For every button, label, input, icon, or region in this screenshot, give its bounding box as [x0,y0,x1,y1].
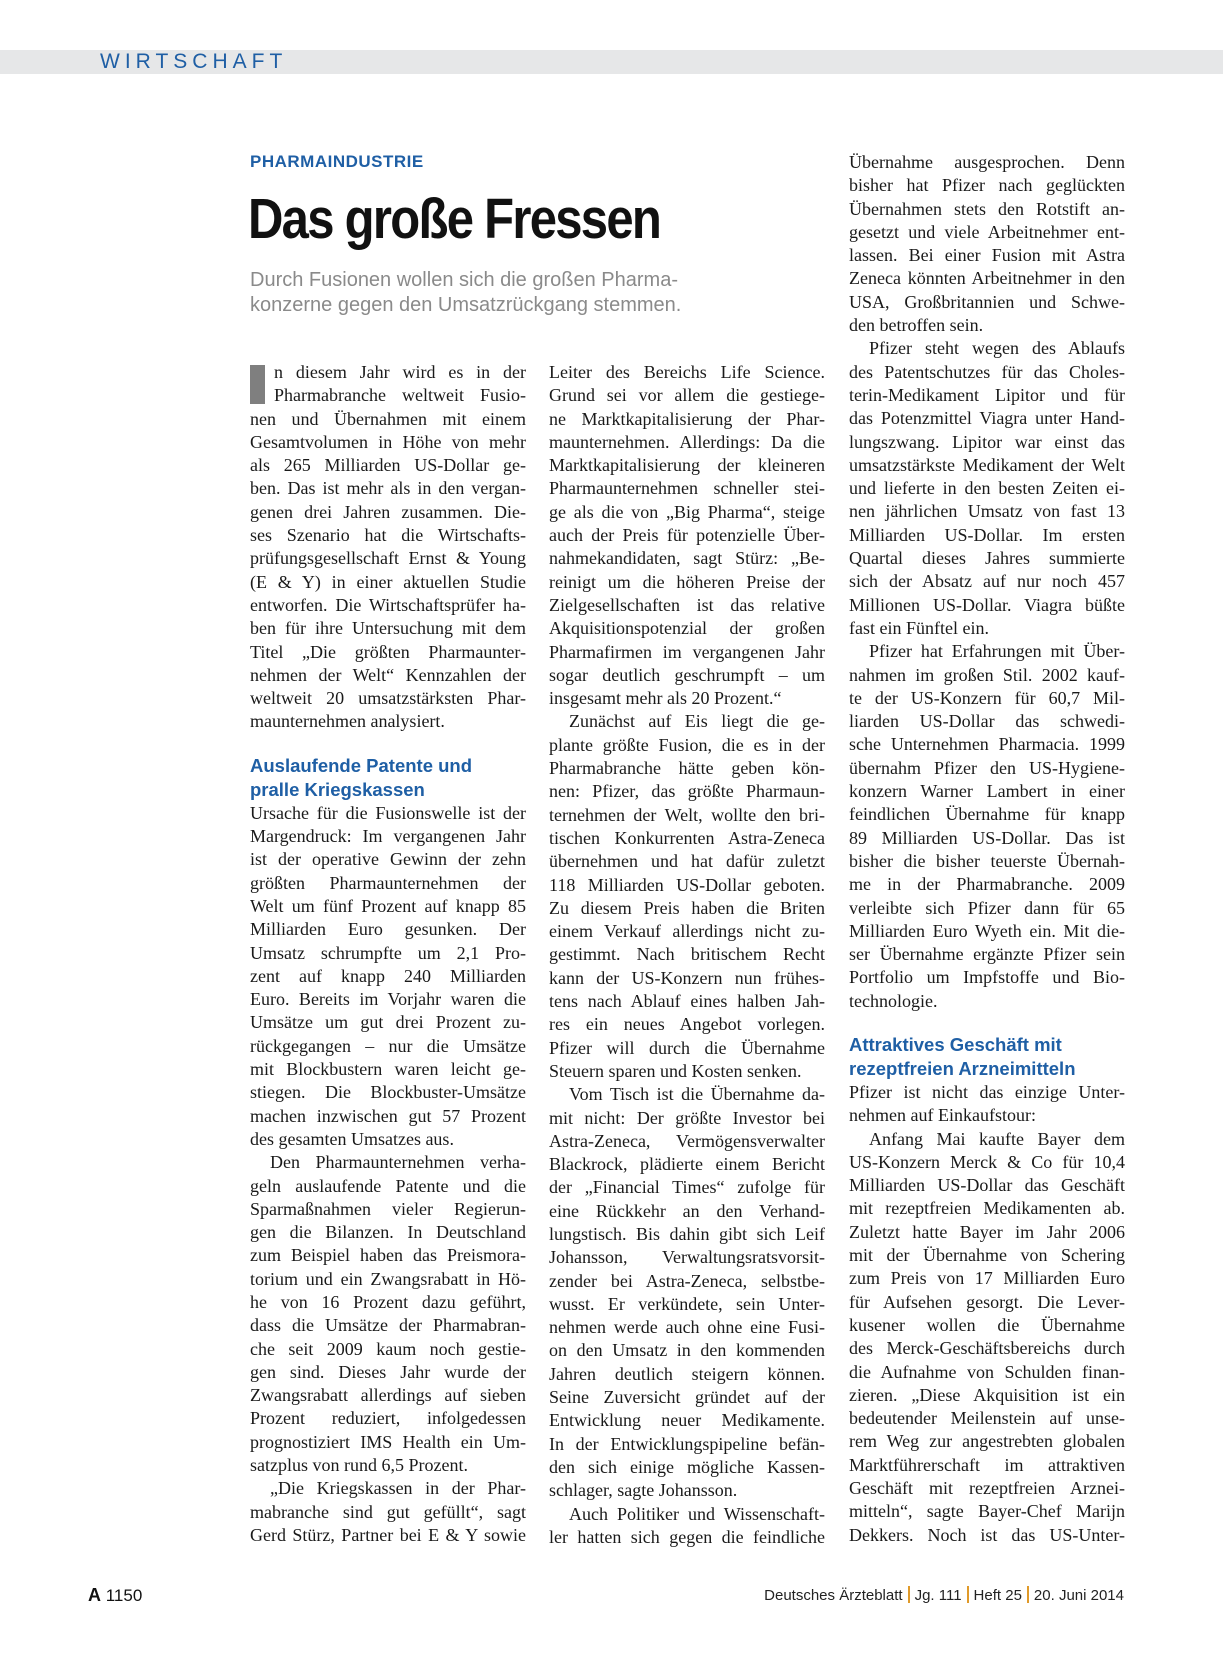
text-line: Zunächst auf Eis liegt die ge- [569,711,825,732]
text-line: Übernahmen stets den Rotstift an- [849,198,1125,219]
text-line: stiegen. Die Blockbuster-Umsätze [250,1082,526,1103]
text-line: Quartal dieses Jahres summierte [849,548,1125,569]
text-line: konzern Warner Lambert in einer [849,781,1125,802]
text-line: kann der US-Konzern nun frühes- [549,967,825,988]
text-line: zent auf knapp 240 Milliarden [250,965,526,986]
text-line: mit nicht: Der größte Investor bei [549,1107,825,1128]
text-line: ses Szenario hat die Wirtschafts- [250,525,526,546]
text-line: Pfizer ist nicht das einzige Unter- [849,1081,1125,1102]
text-line: mit rezeptfreien Medikamenten ab. [849,1198,1125,1219]
text-line: Margendruck: Im vergangenen Jahr [250,826,526,847]
text-line: nahmen im großen Stil. 2002 kauf- [849,664,1125,685]
subheading-line: Auslaufende Patente und [250,754,473,776]
text-line: verleibte sich Pfizer dann für 65 [849,897,1125,918]
text-line: Umsätze um gut drei Prozent zu- [250,1012,526,1033]
text-line: Pfizer hat Erfahrungen mit Über- [869,641,1125,662]
drop-cap-bar [250,365,265,404]
text-line: nen und Übernahmen mit einem [250,408,526,429]
text-line: kusener wollen die Übernahme [849,1314,1125,1335]
text-line: mit Blockbustern waren leicht ge- [250,1059,526,1080]
text-line: Pharmafirmen im vergangenen Jahr [549,641,825,662]
journal-name: Deutsches Ärzteblatt [764,1587,903,1604]
text-line: mit der Übernahme von Schering [849,1245,1125,1266]
text-line: Gerd Stürz, Partner bei E & Y sowie [250,1524,526,1545]
journal-issue: Heft 25 [973,1587,1022,1604]
text-line: rem Weg zur angestrebten globalen [849,1431,1125,1452]
text-line: einem Verkauf allerdings nicht zu- [549,921,825,942]
text-line: nen jährlichen Umsatz von fast 13 [849,501,1125,522]
text-line: weltweit 20 umsatzstärksten Phar- [250,688,526,709]
subhead-line: Durch Fusionen wollen sich die großen Pharma- [250,269,678,291]
text-line: geln auslaufende Patente und die [250,1175,526,1196]
text-line: bedeutender Meilenstein auf unse- [849,1408,1125,1429]
text-line: USA, Großbritannien und Schwe- [849,291,1125,312]
text-line: Pfizer steht wegen des Ablaufs [869,338,1125,359]
text-line: sogar deutlich geschrumpft – um [549,664,825,685]
text-line: prognostiziert IMS Health ein Um- [250,1431,526,1452]
text-line: der „Financial Times“ zufolge für [549,1177,825,1198]
text-line: genen drei Jahren zusammen. Die- [250,501,526,522]
text-line: auch der Preis für potenzielle Über- [549,525,825,546]
text-line: satzplus von rund 6,5 Prozent. [250,1455,468,1476]
text-line: ben. Das ist mehr als in den vergan- [250,478,526,499]
journal-volume: Jg. 111 [914,1587,962,1604]
text-line: größten Pharmaunternehmen der [250,872,526,893]
footer-separator [967,1586,969,1603]
text-line: das Potenzmittel Viagra unter Hand- [849,408,1125,429]
text-line: machen inzwischen gut 57 Prozent [250,1105,526,1126]
text-line: ternehmen der Welt, wollte den bri- [549,804,825,825]
text-line: des Patentschutzes für das Choles- [849,361,1125,382]
text-line: gen sind. Dieses Jahr wurde der [250,1361,526,1382]
text-line: Johansson, Verwaltungsratsvorsit- [549,1247,825,1268]
text-line: ne Marktkapitalisierung der Phar- [549,408,825,429]
text-line: ist der operative Gewinn der zehn [250,849,526,870]
text-line: nehmen auf Einkaufstour: [849,1105,1036,1126]
article-column-2 [549,361,825,1549]
text-line: torium und ein Zwangsrabatt in Hö- [250,1268,526,1289]
text-line: zum Preis von 17 Milliarden Euro [849,1268,1125,1289]
text-line: maunternehmen. Allerdings: Da die [549,431,825,452]
text-line: gestimmt. Nach britischem Recht [549,944,825,965]
text-line: Geschäft mit rezeptfreien Arznei- [849,1478,1125,1499]
text-line: Blackrock, plädierte einem Bericht [549,1154,825,1175]
text-line: 118 Milliarden US-Dollar geboten. [549,874,825,895]
text-line: nehmen werde auch ohne eine Fusi- [549,1317,825,1338]
article-headline: Das große Fressen [248,187,661,251]
article-subhead [250,268,770,318]
text-line: Prozent reduziert, infolgedessen [250,1408,526,1429]
subheading-line: rezeptfreien Arzneimitteln [849,1057,1076,1079]
text-line: zieren. „Diese Akquisition ist ein [849,1384,1125,1405]
text-line: feindlichen Übernahme für knapp [849,804,1125,825]
text-line: Pharmabranche hätte geben kön- [549,758,825,779]
text-line: sich der Absatz auf nur noch 457 [849,571,1125,592]
text-line: Vom Tisch ist die Übernahme da- [569,1084,825,1105]
text-line: maunternehmen analysiert. [250,711,445,732]
text-line: Umsatz schrumpfte um 2,1 Pro- [250,942,526,963]
text-line: Pfizer will durch die Übernahme [549,1037,825,1058]
text-line: Zuletzt hatte Bayer im Jahr 2006 [849,1221,1125,1242]
text-line: Dekkers. Noch ist das US-Unter- [849,1524,1125,1545]
text-line: und lieferte in den besten Zeiten ei- [849,478,1125,499]
text-line: Gesamtvolumen in Höhe von mehr [250,431,526,452]
text-line: des Merck-Geschäftsbereichs durch [849,1338,1125,1359]
journal-footer [764,1586,1124,1604]
text-line: für Aufsehen gesorgt. Die Lever- [849,1291,1125,1312]
text-line: 89 Milliarden US-Dollar. Das ist [849,827,1125,848]
text-line: Milliarden US-Dollar. Im ersten [849,524,1125,545]
text-line: n diesem Jahr wird es in der [274,362,526,382]
paragraph-gap [849,1013,1125,1033]
subheading-line: pralle Kriegskassen [250,778,425,800]
text-line: ser Übernahme ergänzte Pfizer sein [849,944,1125,965]
text-line: die Aufnahme von Schulden finan- [849,1361,1125,1382]
text-line: Millionen US-Dollar. Viagra büßte [849,594,1125,615]
text-line: che seit 2009 kaum noch gestie- [250,1338,526,1359]
text-line: zum Beispiel haben das Preismora- [250,1245,526,1266]
text-line: me in der Pharmabranche. 2009 [849,874,1125,895]
text-line: Welt um fünf Prozent auf knapp 85 [250,895,526,916]
text-line: Den Pharmaunternehmen verha- [270,1152,526,1173]
text-line: fast ein Fünftel ein. [849,617,989,638]
text-line: Zu diesem Preis haben die Briten [549,897,825,918]
text-line: Pharmaunternehmen schneller stei- [549,478,825,499]
text-line: Steuern sparen und Kosten senken. [549,1060,802,1081]
text-line: Sparmaßnahmen vieler Regierun- [250,1198,526,1219]
text-line: Zielgesellschaften ist das relative [549,594,825,615]
page-number [88,1585,142,1606]
text-line: In der Entwicklungspipeline befän- [549,1433,825,1454]
text-line: lungstisch. Bis dahin gibt sich Leif [549,1223,825,1244]
text-line: he von 16 Prozent dazu geführt, [250,1291,526,1312]
text-line: ben für ihre Untersuchung mit dem [250,618,526,639]
page-prefix: A [88,1585,101,1605]
text-line: ge als die von „Big Pharma“, steige [549,501,825,522]
article-column-1 [250,361,526,1547]
text-line: den betroffen sein. [849,315,984,336]
text-line: als 265 Milliarden US-Dollar ge- [250,455,526,476]
text-line: Leiter des Bereichs Life Science. [549,362,825,382]
text-line: Titel „Die größten Pharmaunter- [250,641,526,662]
text-line: mitteln“, sagte Bayer-Chef Marijn [849,1501,1125,1522]
text-line: prüfungsgesellschaft Ernst & Young [250,548,526,569]
text-line: schlager, sagte Johansson. [549,1480,738,1501]
text-line: US-Konzern Merck & Co für 10,4 [849,1151,1125,1172]
paragraph-gap [250,734,526,754]
text-line: Jahren deutlich steigern können. [549,1363,825,1384]
subheading-line: Attraktives Geschäft mit [849,1033,1062,1055]
subhead-line: konzerne gegen den Umsatzrückgang stemmen. [250,294,682,316]
text-line: Entwicklung neuer Medikamente. [549,1410,825,1431]
text-line: wusst. Er verkündete, sein Unter- [549,1293,825,1314]
text-line: übernahm Pfizer den US-Hygiene- [849,757,1125,778]
text-line: te der US-Konzern für 60,7 Mil- [849,687,1125,708]
text-line: plante größte Fusion, die es in der [549,734,825,755]
text-line: des gesamten Umsatzes aus. [250,1128,454,1149]
text-line: Portfolio um Impfstoffe und Bio- [849,967,1125,988]
text-line: übernehmen und hat dafür zuletzt [549,851,825,872]
text-line: liarden US-Dollar das schwedi- [849,711,1125,732]
text-line: umsatzstärkste Medikament der Welt [849,454,1125,475]
text-line: Zwangsrabatt allerdings auf sieben [250,1385,526,1406]
text-line: Marktkapitalisierung der kleineren [549,455,825,476]
text-line: Astra-Zeneca, Vermögensverwalter [549,1130,825,1151]
text-line: Euro. Bereits im Vorjahr waren die [250,989,526,1010]
text-line: (E & Y) in einer aktuellen Studie [250,571,526,592]
text-line: Pharmabranche weltweit Fusio- [274,385,526,406]
text-line: Übernahme ausgesprochen. Denn [849,152,1125,172]
text-line: den sich einige mögliche Kassen- [549,1456,825,1477]
text-line: tischen Konkurrenten Astra-Zeneca [549,827,825,848]
text-line: sche Unternehmen Pharmacia. 1999 [849,734,1125,755]
footer-separator [908,1586,910,1603]
text-line: Zeneca könnten Arbeitnehmer in den [849,268,1125,289]
journal-date: 20. Juni 2014 [1033,1587,1124,1604]
text-line: zender bei Astra-Zeneca, selbstbe- [549,1270,825,1291]
text-line: reinigt um die höheren Preise der [549,571,825,592]
page-number-value: 1150 [105,1586,143,1605]
text-line: „Die Kriegskassen in der Phar- [270,1478,526,1499]
text-line: technologie. [849,990,938,1011]
footer-separator [1027,1586,1029,1603]
text-line: bisher die bisher teuerste Übernah- [849,850,1125,871]
text-line: lungszwang. Lipitor war einst das [849,431,1125,452]
text-line: Anfang Mai kaufte Bayer dem [869,1128,1125,1149]
text-line: insgesamt mehr als 20 Prozent.“ [549,688,782,709]
article-column-3 [849,151,1125,1547]
text-line: eine Rückkehr an den Verhand- [549,1200,825,1221]
text-line: dass die Umsätze der Pharmabran- [250,1315,526,1336]
text-line: Auch Politiker und Wissenschaft- [569,1503,825,1524]
article-kicker: PHARMAINDUSTRIE [250,152,424,171]
text-line: tens nach Ablauf eines halben Jah- [549,991,825,1012]
text-line: bisher hat Pfizer nach geglückten [849,175,1125,196]
text-line: nahmekandidaten, sagt Stürz: „Be- [549,548,825,569]
text-line: Grund sei vor allem die gestiege- [549,385,825,406]
text-line: rückgegangen – nur die Umsätze [250,1035,526,1056]
text-line: Ursache für die Fusionswelle ist der [250,802,526,823]
text-line: mabranche sind gut gefüllt“, sagt [250,1501,526,1522]
text-line: on den Umsatz in den kommenden [549,1340,825,1361]
text-line: nehmen der Welt“ Kennzahlen der [250,664,526,685]
text-line: Seine Zuversicht gründet auf der [549,1387,825,1408]
text-line: gen die Bilanzen. In Deutschland [250,1222,526,1243]
text-line: nen: Pfizer, das größte Pharmaun- [549,781,825,802]
text-line: Milliarden Euro gesunken. Der [250,919,526,940]
text-line: terin-Medikament Lipitor und für [849,384,1125,405]
text-line: entworfen. Die Wirtschaftsprüfer ha- [250,594,526,615]
text-line: ler hatten sich gegen die feindliche [549,1526,825,1547]
text-line: Akquisitionspotenzial der großen [549,618,825,639]
section-label: WIRTSCHAFT [100,50,288,73]
text-line: Milliarden Euro Wyeth ein. Mit die- [849,920,1125,941]
text-line: gesetzt und viele Arbeitnehmer ent- [849,221,1125,242]
text-line: lassen. Bei einer Fusion mit Astra [849,245,1125,266]
text-line: res ein neues Angebot vorlegen. [549,1014,825,1035]
text-line: Milliarden US-Dollar das Geschäft [849,1175,1125,1196]
text-line: Marktführerschaft im attraktiven [849,1454,1125,1475]
